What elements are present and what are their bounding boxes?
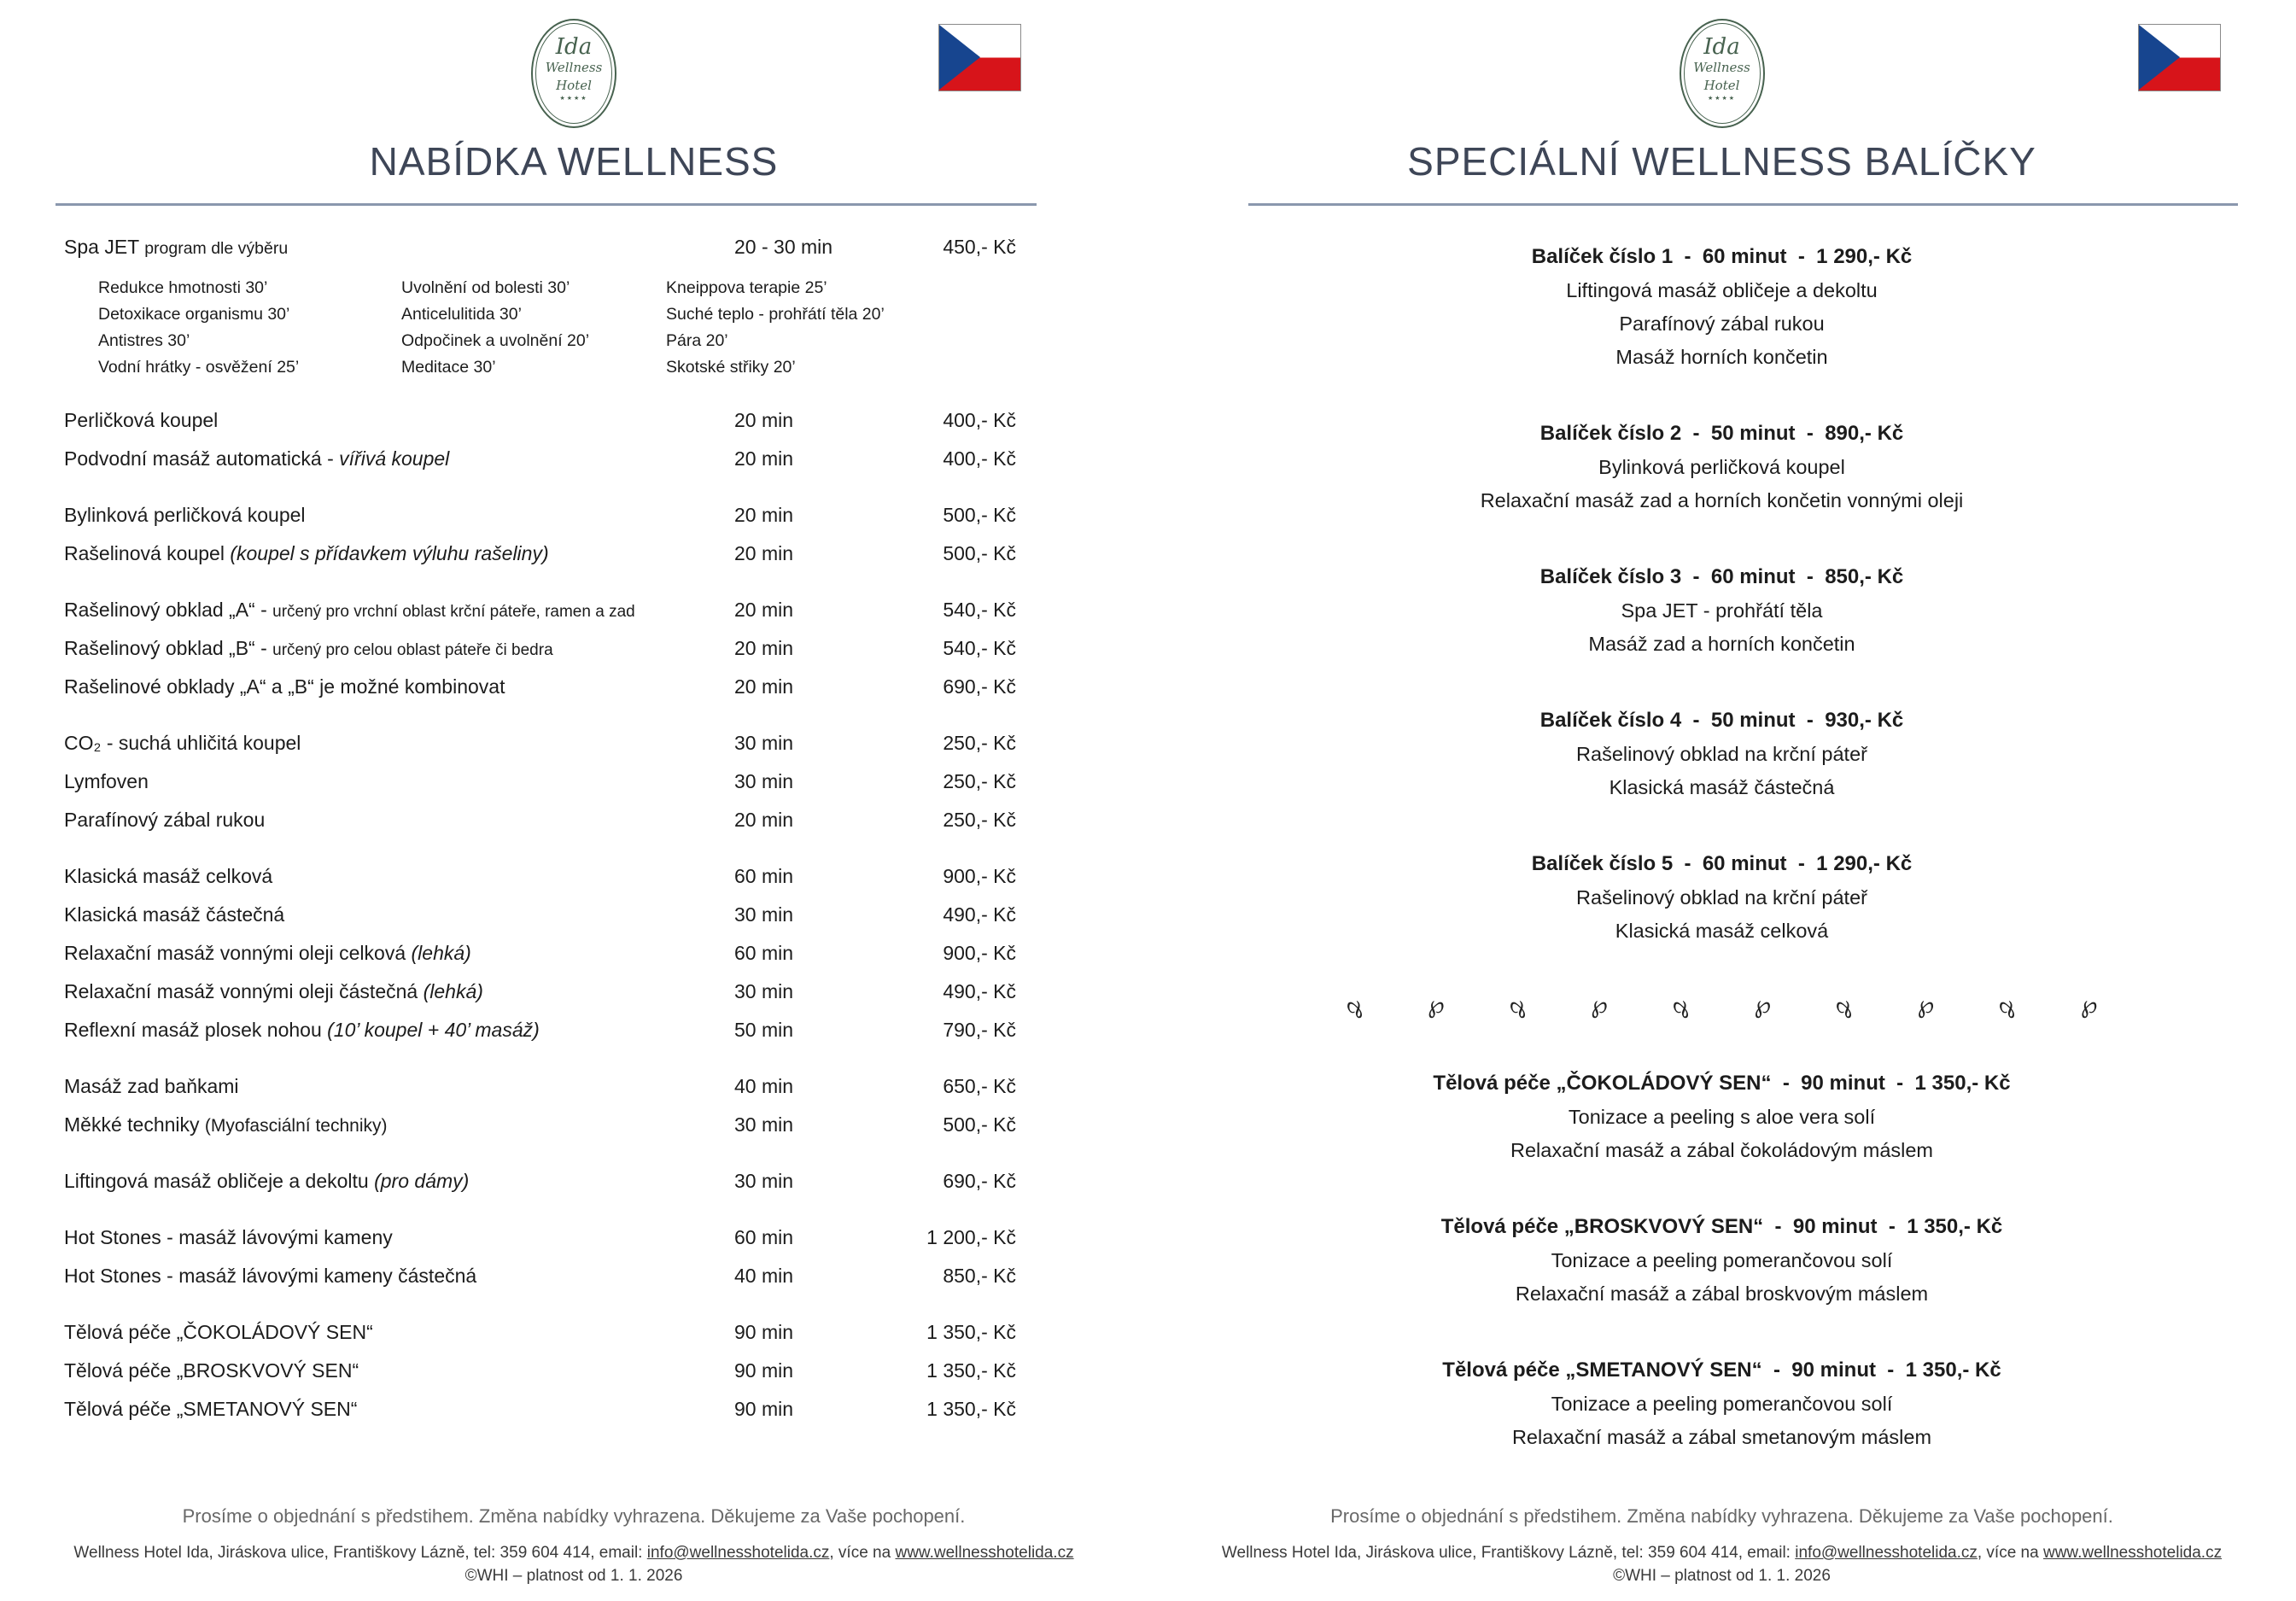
service-name-main: Tělová péče „ČOKOLÁDOVÝ SEN“ — [64, 1321, 373, 1343]
ornament-glyph-icon: ℘ — [2080, 990, 2098, 1019]
service-name — [64, 228, 734, 268]
price-row — [64, 801, 1148, 839]
package-line: Spa JET - prohřátí těla — [1621, 599, 1823, 622]
spa-jet-option: Kneippova terapie 25’ — [666, 278, 827, 297]
ornament-glyph-icon: ℘ — [1428, 990, 1445, 1019]
logo-name: Ida — [1703, 34, 1740, 60]
hotel-ida-logo — [531, 19, 616, 128]
price-row — [64, 1011, 1148, 1049]
service-price: 790,- Kč — [943, 1019, 1016, 1041]
spa-jet-option: Suché teplo - prohřátí těla 20’ — [666, 305, 885, 324]
price-row — [64, 1257, 1148, 1295]
service-name-main: Rašelinový obklad „A“ - — [64, 599, 273, 621]
price-row — [64, 1218, 1148, 1257]
spa-jet-option: Vodní hrátky - osvěžení 25’ — [98, 358, 300, 377]
service-note: určený pro vrchní oblast krční páteře, ramen a zad — [272, 603, 635, 621]
czech-flag-icon — [2138, 24, 2221, 91]
package — [1148, 847, 2296, 948]
footer-contact — [1148, 1541, 2296, 1565]
footer-contact-mid: , více na — [829, 1544, 896, 1562]
spa-jet-option: Redukce hmotnosti 30’ — [98, 278, 268, 297]
service-price: 400,- Kč — [943, 447, 1016, 470]
service-name — [64, 591, 734, 631]
service-price: 450,- Kč — [943, 236, 1016, 258]
price-row — [64, 496, 1148, 535]
logo-stars-icon: ★★★★ — [559, 95, 588, 102]
service-name-main: Rašelinový obklad „B“ - — [64, 637, 273, 659]
footer-contact-text: Wellness Hotel Ida, Jiráskova ulice, Františkovy Lázně, tel: 359 604 414, email: — [73, 1544, 647, 1562]
service-price: 500,- Kč — [943, 504, 1016, 526]
spa-jet-option: Detoxikace organismu 30’ — [98, 305, 290, 324]
service-duration: 30 min — [734, 903, 794, 926]
footer-note: Prosíme o objednání s předstihem. Změna nabídky vyhrazena. Děkujeme za Vaše pochopení. — [182, 1505, 966, 1527]
package-line: Tonizace a peeling pomerančovou solí — [1551, 1249, 1893, 1271]
service-duration: 60 min — [734, 865, 794, 887]
spa-jet-option: Odpočinek a uvolnění 20’ — [401, 331, 590, 350]
price-row — [64, 857, 1148, 896]
service-name-main: Měkké techniky — [64, 1113, 205, 1136]
service-name-main: CO₂ - suchá uhličitá koupel — [64, 732, 301, 754]
package-line: Rašelinový obklad na krční páteř — [1576, 743, 1867, 765]
service-name-sub: program dle výběru — [144, 239, 289, 258]
logo-hotel: Hotel — [556, 78, 592, 93]
service-price: 250,- Kč — [943, 809, 1016, 831]
service-name-main: Liftingová masáž obličeje a dekoltu — [64, 1170, 375, 1192]
spa-jet-options-column — [666, 275, 1148, 381]
email-link[interactable]: info@wellnesshotelida.cz — [1795, 1544, 1978, 1562]
ornament-glyph-icon: ℘ — [1754, 990, 1771, 1019]
service-name — [64, 668, 734, 706]
package-line: Masáž zad a horních končetin — [1588, 633, 1855, 655]
service-price: 1 350,- Kč — [926, 1321, 1016, 1343]
service-note: vířivá koupel — [339, 447, 450, 470]
service-duration: 20 min — [734, 637, 794, 659]
service-duration: 50 min — [734, 1019, 794, 1041]
service-name-main: Lymfoven — [64, 770, 149, 792]
price-row — [64, 934, 1148, 973]
service-name — [64, 440, 734, 478]
service-group — [64, 1162, 1148, 1201]
package-line: Bylinková perličková koupel — [1598, 456, 1845, 478]
flag-triangle — [2139, 25, 2180, 90]
service-name — [64, 973, 734, 1011]
service-group — [64, 1218, 1148, 1295]
service-duration: 40 min — [734, 1265, 794, 1287]
service-duration: 30 min — [734, 1113, 794, 1136]
service-note: (lehká) — [423, 980, 483, 1002]
service-group — [64, 496, 1148, 573]
service-name-main: Hot Stones - masáž lávovými kameny částečná — [64, 1265, 477, 1287]
package-list — [1148, 206, 2296, 1454]
footer-copyright: ©WHI – platnost od 1. 1. 2026 — [464, 1567, 683, 1585]
service-price: 690,- Kč — [943, 675, 1016, 698]
service-duration: 40 min — [734, 1075, 794, 1097]
service-note: (Myofasciální techniky) — [204, 1116, 388, 1136]
service-name — [64, 496, 734, 535]
price-row — [64, 763, 1148, 801]
spa-jet-options-column — [401, 275, 666, 381]
logo-stars-icon: ★★★★ — [1707, 95, 1737, 102]
price-row — [64, 1352, 1148, 1390]
service-price: 250,- Kč — [943, 770, 1016, 792]
service-price: 1 350,- Kč — [926, 1398, 1016, 1420]
website-link[interactable]: www.wellnesshotelida.cz — [895, 1544, 1074, 1562]
package-line: Parafínový zábal rukou — [1619, 313, 1825, 335]
service-price: 400,- Kč — [943, 409, 1016, 431]
service-name — [64, 401, 734, 440]
service-price: 1 350,- Kč — [926, 1359, 1016, 1382]
service-duration: 90 min — [734, 1321, 794, 1343]
spa-jet-option: Anticelulitida 30’ — [401, 305, 522, 324]
spa-jet-option: Meditace 30’ — [401, 358, 496, 377]
price-row — [64, 535, 1148, 573]
page-footer — [1148, 1505, 2296, 1587]
service-duration: 20 - 30 min — [734, 236, 833, 258]
logo-hotel: Hotel — [1703, 78, 1740, 93]
logo-wellness: Wellness — [1693, 60, 1750, 75]
spa-jet-option: Pára 20’ — [666, 331, 728, 350]
service-name — [64, 629, 734, 669]
spa-jet-options-column — [98, 275, 401, 381]
price-row — [64, 1390, 1148, 1429]
service-name-main: Rašelinová koupel — [64, 542, 231, 564]
package — [1148, 1353, 2296, 1454]
service-duration: 60 min — [734, 1226, 794, 1248]
package-heading: Balíček číslo 4 - 50 minut - 930,- Kč — [1539, 709, 1904, 732]
page-title: SPECIÁLNÍ WELLNESS BALÍČKY — [1407, 139, 2036, 184]
package-heading: Tělová péče „BROSKVOVÝ SEN“ - 90 minut - 1 350,- Kč — [1440, 1215, 2003, 1238]
package-line: Masáž horních končetin — [1615, 346, 1828, 368]
price-list — [0, 206, 1148, 1429]
service-duration: 20 min — [734, 409, 794, 431]
package — [1148, 240, 2296, 374]
service-group — [64, 857, 1148, 1049]
package-heading: Tělová péče „ČOKOLÁDOVÝ SEN“ - 90 minut - 1 350,- Kč — [1433, 1072, 2011, 1095]
price-row — [64, 440, 1148, 478]
service-name — [64, 1390, 734, 1429]
service-name — [64, 896, 734, 934]
package-line: Relaxační masáž a zábal broskvovým máslem — [1515, 1283, 1929, 1305]
package-line: Tonizace a peeling s aloe vera solí — [1568, 1106, 1876, 1128]
price-row — [64, 1067, 1148, 1106]
service-duration: 20 min — [734, 504, 794, 526]
price-row — [64, 228, 1148, 266]
package — [1148, 1066, 2296, 1167]
package-heading: Balíček číslo 1 - 60 minut - 1 290,- Kč — [1531, 245, 1913, 268]
package-heading: Balíček číslo 2 - 50 minut - 890,- Kč — [1539, 422, 1904, 445]
service-duration: 30 min — [734, 1170, 794, 1192]
service-price: 650,- Kč — [943, 1075, 1016, 1097]
service-group — [64, 401, 1148, 478]
package — [1148, 417, 2296, 517]
page-title: NABÍDKA WELLNESS — [369, 139, 779, 184]
service-name — [64, 801, 734, 839]
service-price: 500,- Kč — [943, 1113, 1016, 1136]
service-name — [64, 1106, 734, 1145]
czech-flag-icon — [938, 24, 1021, 91]
page-footer — [0, 1505, 1148, 1587]
ornament-glyph-icon: ℘ — [1836, 990, 1853, 1019]
footer-note: Prosíme o objednání s předstihem. Změna nabídky vyhrazena. Děkujeme za Vaše pochopení. — [1330, 1505, 2113, 1527]
service-name — [64, 724, 734, 763]
price-row — [64, 1106, 1148, 1144]
price-row — [64, 896, 1148, 934]
ornament-glyph-icon: ℘ — [1999, 990, 2016, 1019]
service-price: 490,- Kč — [943, 903, 1016, 926]
service-name — [64, 1352, 734, 1390]
service-name-main: Reflexní masáž plosek nohou — [64, 1019, 328, 1041]
package-line: Relaxační masáž a zábal smetanovým máslem — [1511, 1426, 1932, 1448]
price-row — [64, 668, 1148, 706]
price-row — [64, 973, 1148, 1011]
service-price: 540,- Kč — [943, 637, 1016, 659]
service-note: (koupel s přídavkem výluhu rašeliny) — [230, 542, 549, 564]
service-name-main: Rašelinové obklady „A“ a „B“ je možné kombinovat — [64, 675, 505, 698]
service-price: 250,- Kč — [943, 732, 1016, 754]
service-group — [64, 591, 1148, 706]
page-header — [1148, 0, 2296, 203]
package — [1148, 560, 2296, 661]
spa-jet-option: Antistres 30’ — [98, 331, 190, 350]
service-name-main: Relaxační masáž vonnými oleji částečná — [64, 980, 424, 1002]
service-name-main: Parafínový zábal rukou — [64, 809, 266, 831]
service-name — [64, 535, 734, 573]
page-specialni-balicky — [1148, 0, 2296, 1601]
ornament-glyph-icon: ℘ — [1509, 990, 1527, 1019]
service-name-main: Podvodní masáž automatická - — [64, 447, 340, 470]
price-row — [64, 629, 1148, 668]
package-line: Relaxační masáž a zábal čokoládovým máslem — [1510, 1139, 1933, 1161]
service-duration: 20 min — [734, 809, 794, 831]
footer-contact-text: Wellness Hotel Ida, Jiráskova ulice, Františkovy Lázně, tel: 359 604 414, email: — [1221, 1544, 1796, 1562]
package-line: Klasická masáž celková — [1615, 920, 1829, 942]
service-duration: 30 min — [734, 732, 794, 754]
service-group — [64, 1313, 1148, 1429]
package-line: Relaxační masáž zad a horních končetin vonnými oleji — [1480, 489, 1964, 511]
logo-wellness: Wellness — [545, 60, 603, 75]
package-heading: Balíček číslo 5 - 60 minut - 1 290,- Kč — [1531, 852, 1913, 875]
service-name-main: Tělová péče „BROSKVOVÝ SEN“ — [64, 1359, 359, 1382]
footer-contact-mid: , více na — [1977, 1544, 2043, 1562]
logo-name: Ida — [555, 34, 593, 60]
service-duration: 20 min — [734, 447, 794, 470]
spa-jet-option: Skotské střiky 20’ — [666, 358, 796, 377]
service-price: 900,- Kč — [943, 865, 1016, 887]
service-name-main: Hot Stones - masáž lávovými kameny — [64, 1226, 393, 1248]
service-duration: 90 min — [734, 1359, 794, 1382]
service-note: (10’ koupel + 40’ masáž) — [327, 1019, 540, 1041]
service-duration: 20 min — [734, 542, 794, 564]
service-name-main: Tělová péče „SMETANOVÝ SEN“ — [64, 1398, 358, 1420]
package-line: Klasická masáž částečná — [1609, 776, 1835, 798]
service-duration: 20 min — [734, 599, 794, 621]
service-name-main: Perličková koupel — [64, 409, 219, 431]
service-name — [64, 1067, 734, 1106]
hotel-ida-logo — [1680, 19, 1765, 128]
page-header — [0, 0, 1148, 203]
price-row — [64, 591, 1148, 629]
service-name-main: Klasická masáž částečná — [64, 903, 285, 926]
price-row — [64, 724, 1148, 763]
flag-triangle — [939, 25, 980, 90]
service-price: 850,- Kč — [943, 1265, 1016, 1287]
service-name — [64, 1011, 734, 1049]
service-price: 500,- Kč — [943, 542, 1016, 564]
service-duration: 30 min — [734, 980, 794, 1002]
ornament-glyph-icon: ℘ — [1591, 990, 1608, 1019]
service-price: 900,- Kč — [943, 942, 1016, 964]
website-link[interactable]: www.wellnesshotelida.cz — [2042, 1544, 2223, 1562]
package-line: Liftingová masáž obličeje a dekoltu — [1566, 279, 1878, 301]
footer-contact — [0, 1541, 1148, 1565]
service-note: (lehká) — [411, 942, 471, 964]
spa-jet-options — [98, 275, 1148, 381]
package-line: Rašelinový obklad na krční páteř — [1576, 886, 1867, 909]
service-duration: 90 min — [734, 1398, 794, 1420]
ornament-row — [1347, 990, 2098, 1019]
service-duration: 60 min — [734, 942, 794, 964]
price-row — [64, 1313, 1148, 1352]
service-name-main: Bylinková perličková koupel — [64, 504, 306, 526]
service-name-main: Klasická masáž celková — [64, 865, 273, 887]
email-link[interactable]: info@wellnesshotelida.cz — [646, 1544, 830, 1562]
service-price: 690,- Kč — [943, 1170, 1016, 1192]
package — [1148, 1210, 2296, 1311]
service-group — [64, 1067, 1148, 1144]
service-price: 490,- Kč — [943, 980, 1016, 1002]
package — [1148, 704, 2296, 804]
package-heading: Tělová péče „SMETANOVÝ SEN“ - 90 minut - 1 350,- Kč — [1442, 1359, 2001, 1382]
service-name-main: Spa JET — [64, 236, 145, 258]
service-note: určený pro celou oblast páteře či bedra — [272, 641, 553, 659]
service-note: (pro dámy) — [374, 1170, 470, 1192]
ornament-glyph-icon: ℘ — [1346, 990, 1364, 1019]
service-name — [64, 1218, 734, 1257]
spa-jet-option: Uvolnění od bolesti 30’ — [401, 278, 570, 297]
footer-copyright: ©WHI – platnost od 1. 1. 2026 — [1613, 1567, 1831, 1585]
service-group — [64, 724, 1148, 839]
service-name — [64, 1257, 734, 1295]
service-name-main: Masáž zad baňkami — [64, 1075, 239, 1097]
ornament-glyph-icon: ℘ — [1672, 990, 1690, 1019]
service-name — [64, 1162, 734, 1201]
service-name — [64, 934, 734, 973]
price-row — [64, 1162, 1148, 1201]
package-heading: Balíček číslo 3 - 60 minut - 850,- Kč — [1539, 565, 1904, 588]
service-duration: 30 min — [734, 770, 794, 792]
service-name-main: Relaxační masáž vonnými oleji celková — [64, 942, 412, 964]
service-price: 1 200,- Kč — [926, 1226, 1016, 1248]
service-price: 540,- Kč — [943, 599, 1016, 621]
ornament-glyph-icon: ℘ — [1917, 990, 1935, 1019]
service-duration: 20 min — [734, 675, 794, 698]
package-line: Tonizace a peeling pomerančovou solí — [1551, 1393, 1893, 1415]
service-name — [64, 763, 734, 801]
service-name — [64, 1313, 734, 1352]
price-row — [64, 401, 1148, 440]
service-name — [64, 857, 734, 896]
